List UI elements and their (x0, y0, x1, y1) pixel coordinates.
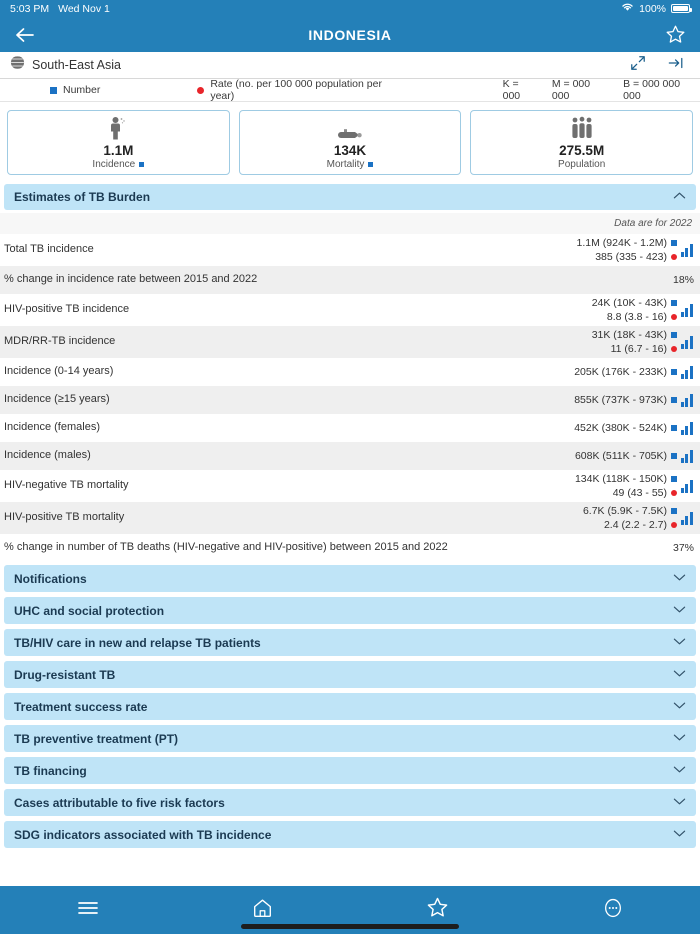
summary-cards (0, 102, 700, 184)
rate-marker-icon (671, 314, 677, 320)
nav-spacer (0, 860, 700, 886)
arrow-to-line-icon[interactable] (668, 55, 684, 76)
battery-icon (671, 4, 690, 13)
section-title: Drug-resistant TB (14, 667, 116, 682)
expand-diagonal-icon[interactable] (630, 55, 646, 76)
card-label (558, 159, 605, 170)
section-title: UHC and social protection (14, 603, 165, 618)
section-header-tb-preventive-treatment-pt[interactable] (4, 725, 696, 752)
collapsed-sections-list (0, 562, 700, 848)
section-title: TB/HIV care in new and relapse TB patients (14, 635, 261, 650)
row-label: Incidence (females) (4, 421, 100, 434)
number-marker-icon (368, 162, 373, 167)
battery-percent: 100% (639, 2, 666, 15)
table-row[interactable] (0, 326, 700, 358)
region-name: South-East Asia (32, 58, 121, 72)
table-row[interactable] (0, 442, 700, 470)
row-values (592, 297, 677, 323)
section-title: Estimates of TB Burden (14, 190, 151, 204)
row-label: MDR/RR-TB incidence (4, 335, 116, 348)
row-number-value: 6.7K (5.9K - 7.5K) (583, 505, 677, 517)
nav-home-button[interactable] (233, 892, 293, 928)
wifi-icon (621, 2, 634, 15)
rate-marker-icon (671, 490, 677, 496)
legend-number (50, 84, 100, 96)
mini-bar-chart-icon[interactable] (681, 394, 694, 407)
app-header (0, 17, 700, 52)
row-number-value: 205K (176K - 233K) (574, 366, 677, 378)
row-values (575, 450, 677, 462)
mini-bar-chart-icon[interactable] (681, 480, 694, 493)
scale-k: K = 000 (502, 78, 521, 102)
row-label: Incidence (males) (4, 449, 91, 462)
status-bar (0, 0, 700, 17)
chevron-down-icon (673, 829, 686, 841)
legend-number-label: Number (63, 84, 101, 96)
section-title: Treatment success rate (14, 699, 148, 714)
table-row[interactable] (0, 266, 700, 294)
section-header-estimates-of-tb-burden[interactable] (4, 184, 696, 210)
number-marker-icon (671, 240, 677, 246)
number-marker-icon (671, 369, 677, 375)
coughing-person-icon (107, 116, 129, 142)
table-row[interactable] (0, 386, 700, 414)
globe-icon (10, 55, 25, 75)
status-date: Wed Nov 1 (58, 2, 110, 15)
more-ellipsis-icon (602, 897, 624, 924)
group-people-icon (567, 116, 597, 142)
card-label-text: Incidence (92, 158, 136, 170)
table-row[interactable] (0, 414, 700, 442)
row-label: % change in number of TB deaths (HIV-negative and HIV-positive) between 2015 and 2022 (4, 541, 448, 554)
chevron-down-icon (673, 637, 686, 649)
table-row[interactable] (0, 294, 700, 326)
mini-bar-chart-icon[interactable] (681, 366, 694, 379)
legend-scale (503, 78, 700, 102)
rate-marker-icon (671, 346, 677, 352)
section-header-notifications[interactable] (4, 565, 696, 592)
section-title: Notifications (14, 571, 87, 586)
estimates-table (0, 234, 700, 562)
card-value: 1.1M (103, 142, 134, 158)
row-values (583, 505, 677, 531)
row-label: HIV-negative TB mortality (4, 479, 129, 492)
scale-m: M = 000 000 (551, 78, 591, 102)
row-values (592, 329, 677, 355)
table-row[interactable] (0, 502, 700, 534)
rate-marker-icon (197, 87, 204, 94)
mini-bar-chart-icon[interactable] (681, 336, 694, 349)
chevron-down-icon (673, 733, 686, 745)
table-row[interactable] (0, 470, 700, 502)
row-rate-value: 11 (6.7 - 16) (611, 343, 677, 355)
chevron-down-icon (673, 605, 686, 617)
row-values (574, 394, 677, 406)
home-indicator (241, 924, 459, 929)
data-note: Data are for 2022 (0, 213, 700, 234)
card-label-text: Mortality (326, 158, 365, 170)
summary-card-population[interactable] (470, 110, 693, 175)
status-time: 5:03 PM (10, 2, 50, 15)
number-marker-icon (50, 87, 57, 94)
number-marker-icon (671, 508, 677, 514)
back-arrow-icon[interactable] (14, 26, 36, 44)
table-row[interactable] (0, 358, 700, 386)
summary-card-incidence[interactable] (7, 110, 230, 175)
chevron-down-icon (673, 573, 686, 585)
card-label-text: Population (558, 158, 606, 170)
mini-bar-chart-icon[interactable] (681, 304, 694, 317)
row-label: HIV-positive TB mortality (4, 511, 125, 524)
row-rate-value: 49 (43 - 55) (613, 487, 677, 499)
legend-bar (0, 79, 700, 102)
row-number-value: 452K (380K - 524K) (574, 422, 677, 434)
card-value: 275.5M (559, 142, 605, 158)
mini-bar-chart-icon[interactable] (681, 512, 694, 525)
number-marker-icon (671, 332, 677, 338)
chevron-down-icon (673, 669, 686, 681)
card-label (327, 159, 374, 170)
rate-marker-icon (671, 254, 677, 260)
row-label: Total TB incidence (4, 243, 94, 256)
row-number-value: 855K (737K - 973K) (574, 394, 677, 406)
section-header-sdg-indicators-associated-with-tb-incidence[interactable] (4, 821, 696, 848)
row-label: HIV-positive TB incidence (4, 303, 130, 316)
chevron-up-icon (673, 191, 686, 203)
table-row[interactable] (0, 234, 700, 266)
chevron-down-icon (673, 765, 686, 777)
row-value: 37% (672, 542, 694, 554)
section-header-treatment-success-rate[interactable] (4, 693, 696, 720)
table-row[interactable] (0, 534, 700, 562)
nav-favorites-button[interactable] (408, 892, 468, 928)
section-header-cases-attributable-to-five-risk-factors[interactable] (4, 789, 696, 816)
legend-rate-label: Rate (no. per 100 000 population per year) (210, 78, 382, 102)
menu-hamburger-icon (77, 899, 99, 922)
number-marker-icon (139, 162, 144, 167)
region-bar (0, 52, 700, 79)
row-values (575, 473, 677, 499)
row-label: % change in incidence rate between 2015 and 2022 (4, 273, 258, 286)
row-values (577, 237, 677, 263)
row-rate-value: 2.4 (2.2 - 2.7) (604, 519, 677, 531)
row-number-value: 608K (511K - 705K) (575, 450, 677, 462)
number-marker-icon (671, 397, 677, 403)
bottom-navigation-bar (0, 886, 700, 934)
row-values (574, 422, 677, 434)
section-title: TB financing (14, 763, 87, 778)
rate-marker-icon (671, 522, 677, 528)
summary-card-mortality[interactable] (239, 110, 462, 175)
row-number-value: 24K (10K - 43K) (592, 297, 677, 309)
mini-bar-chart-icon[interactable] (681, 244, 694, 257)
chevron-down-icon (673, 797, 686, 809)
section-header-drug-resistant-tb[interactable] (4, 661, 696, 688)
page-title: INDONESIA (308, 26, 392, 43)
row-rate-value: 8.8 (3.8 - 16) (607, 311, 677, 323)
nav-more-button[interactable] (583, 892, 643, 928)
row-label: Incidence (≥15 years) (4, 393, 110, 406)
section-title: SDG indicators associated with TB incidence (14, 827, 272, 842)
content-scroll-area[interactable] (0, 102, 700, 860)
row-values (574, 366, 677, 378)
row-value: 18% (672, 274, 694, 286)
section-header-tb-financing[interactable] (4, 757, 696, 784)
section-header-tb-hiv-care-in-new-and-relapse-tb-patients[interactable] (4, 629, 696, 656)
scale-b: B = 000 000 000 (623, 78, 681, 102)
number-marker-icon (671, 300, 677, 306)
home-icon (251, 897, 274, 924)
row-number-value: 134K (118K - 150K) (575, 473, 677, 485)
mini-bar-chart-icon[interactable] (681, 422, 694, 435)
number-marker-icon (671, 453, 677, 459)
row-number-value: 31K (18K - 43K) (592, 329, 677, 341)
number-marker-icon (671, 425, 677, 431)
row-rate-value: 385 (335 - 423) (595, 251, 677, 263)
section-title: Cases attributable to five risk factors (14, 795, 225, 810)
row-number-value: 1.1M (924K - 1.2M) (577, 237, 677, 249)
section-title: TB preventive treatment (PT) (14, 731, 179, 746)
coffin-icon (335, 116, 365, 142)
row-label: Incidence (0-14 years) (4, 365, 114, 378)
chevron-down-icon (673, 701, 686, 713)
card-value: 134K (333, 142, 367, 158)
legend-rate (197, 78, 407, 102)
mini-bar-chart-icon[interactable] (681, 450, 694, 463)
number-marker-icon (671, 476, 677, 482)
section-header-uhc-and-social-protection[interactable] (4, 597, 696, 624)
card-label (92, 159, 144, 170)
star-outline-icon[interactable] (665, 24, 686, 45)
nav-menu-button[interactable] (58, 892, 118, 928)
star-outline-icon (426, 896, 449, 924)
